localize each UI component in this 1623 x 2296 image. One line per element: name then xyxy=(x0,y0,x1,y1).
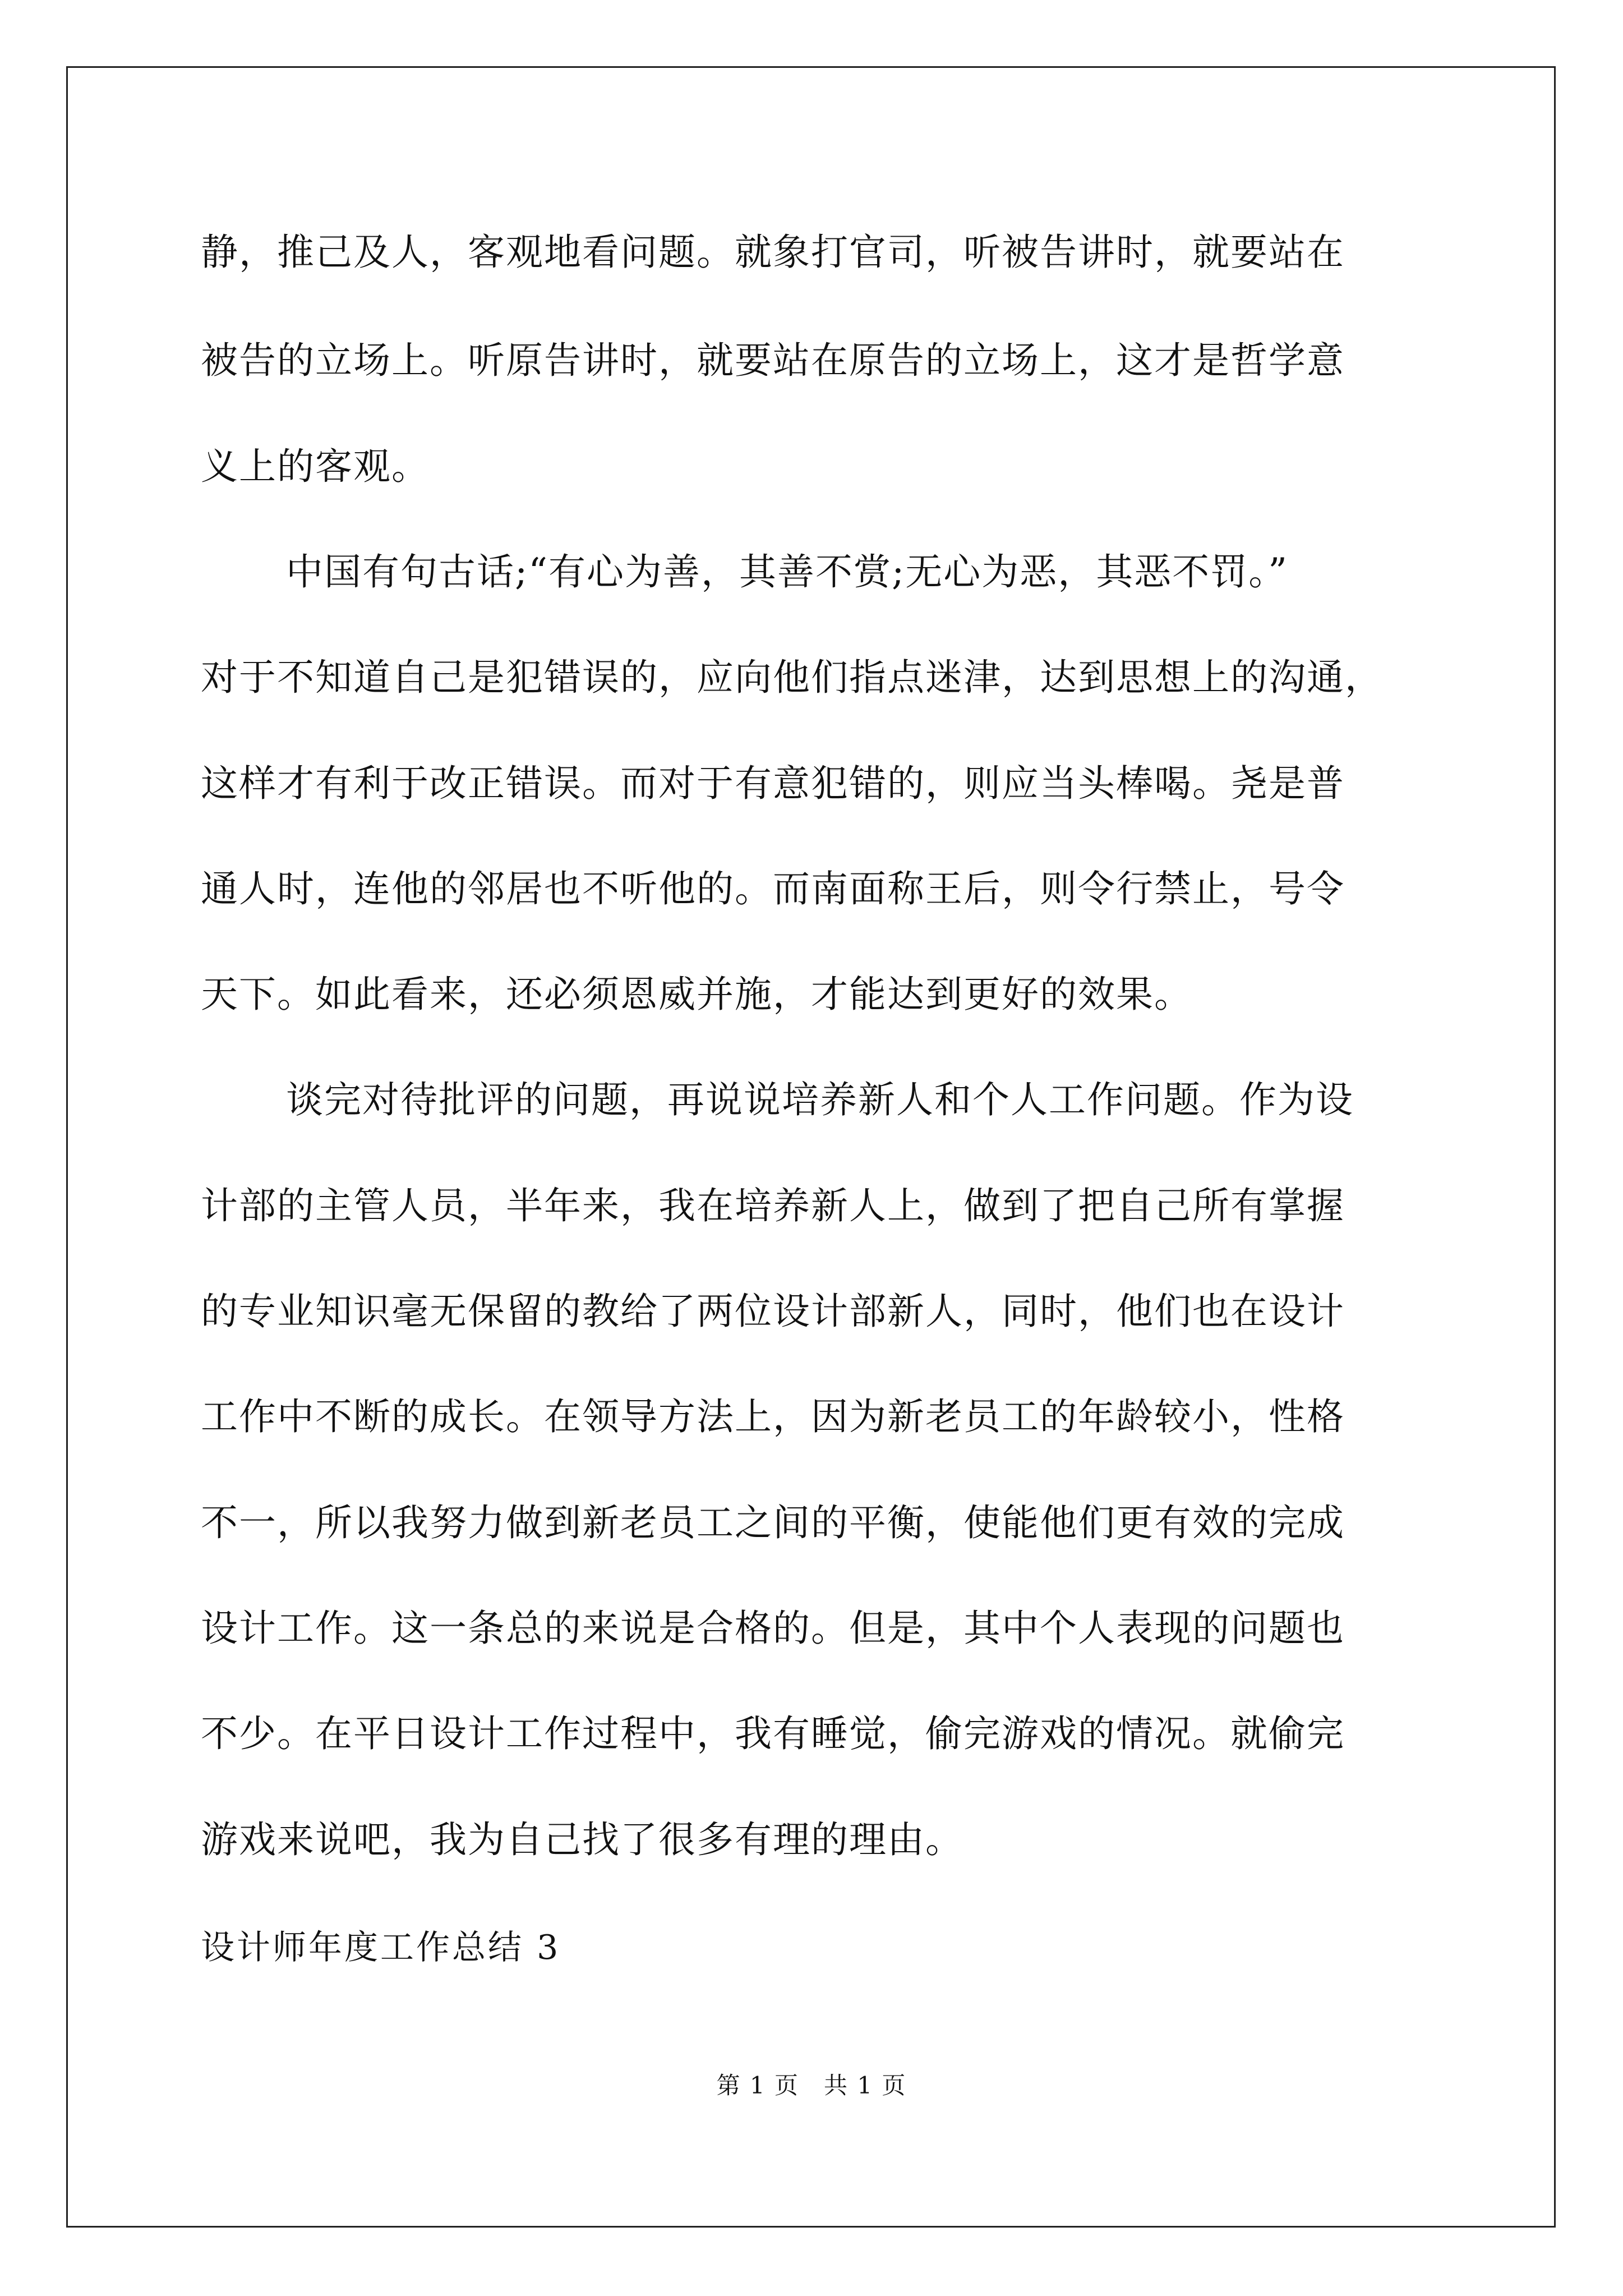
body-line-13: 不一，所以我努力做到新老员工之间的平衡，使能他们更有效的完成 xyxy=(201,1501,1345,1544)
body-line-6: 这样才有利于改正错误。而对于有意犯错的，则应当头棒喝。尧是普 xyxy=(201,762,1345,805)
section-heading: 设计师年度工作总结 3 xyxy=(201,1928,561,1967)
body-line-3: 义上的客观。 xyxy=(201,445,430,488)
body-line-7: 通人时，连他的邻居也不听他的。而南面称王后，则令行禁止，号令 xyxy=(201,867,1345,910)
body-line-11: 的专业知识毫无保留的教给了两位设计部新人，同时，他们也在设计 xyxy=(201,1290,1345,1333)
body-line-15: 不少。在平日设计工作过程中，我有睡觉，偷完游戏的情况。就偷完 xyxy=(201,1712,1345,1755)
page-border xyxy=(66,66,1556,2228)
body-line-9: 谈完对待批评的问题，再说说培养新人和个人工作问题。作为设 xyxy=(286,1078,1354,1121)
body-line-2: 被告的立场上。听原告讲时，就要站在原告的立场上，这才是哲学意 xyxy=(201,339,1345,382)
body-line-8: 天下。如此看来，还必须恩威并施，才能达到更好的效果。 xyxy=(201,973,1192,1016)
page-footer: 第 1 页 共 1 页 xyxy=(716,2072,907,2099)
body-line-1: 静，推己及人，客观地看问题。就象打官司，听被告讲时，就要站在 xyxy=(201,231,1345,274)
body-line-12: 工作中不断的成长。在领导方法上，因为新老员工的年龄较小，性格 xyxy=(201,1395,1345,1438)
body-line-4: 中国有句古话;“有心为善，其善不赏;无心为恶，其恶不罚。” xyxy=(286,550,1288,593)
body-line-10: 计部的主管人员，半年来，我在培养新人上，做到了把自己所有掌握 xyxy=(201,1184,1345,1227)
body-line-16: 游戏来说吧，我为自己找了很多有理的理由。 xyxy=(201,1818,963,1861)
body-line-5: 对于不知道自己是犯错误的，应向他们指点迷津，达到思想上的沟通， xyxy=(201,656,1383,699)
body-line-14: 设计工作。这一条总的来说是合格的。但是，其中个人表现的问题也 xyxy=(201,1607,1345,1650)
